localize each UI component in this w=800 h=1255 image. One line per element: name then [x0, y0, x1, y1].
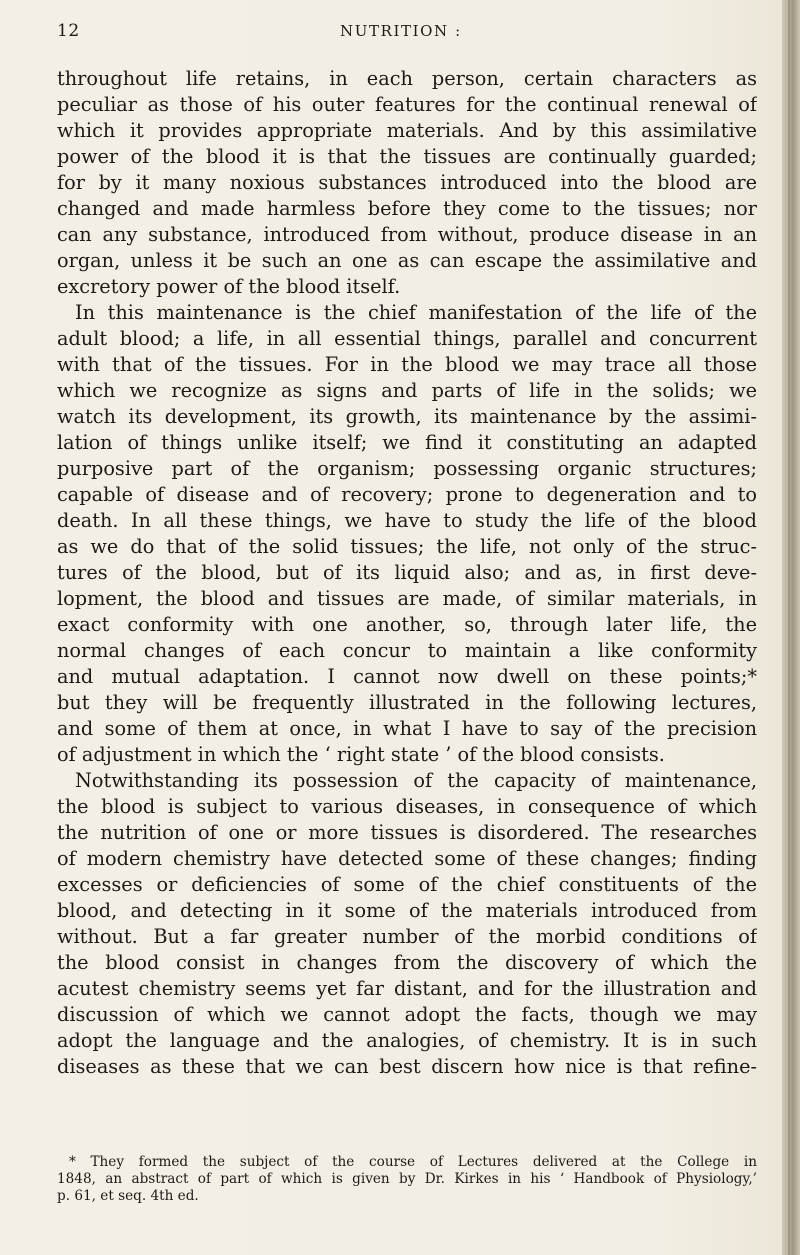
text-line: peculiar as those of his outer features for the continual renewal of	[57, 93, 757, 116]
text-line: but they will be frequently illustrated in the following lectures,	[57, 691, 757, 714]
text-line: with that of the tissues. For in the blood we may trace all those	[57, 353, 757, 376]
running-head: NUTRITION :	[340, 22, 462, 40]
body-text	[57, 66, 757, 1080]
footnote	[57, 1154, 757, 1205]
text-line: power of the blood it is that the tissues are continually guarded;	[57, 145, 757, 168]
footnote-line: 1848, an abstract of part of which is given by Dr. Kirkes in his ‘ Handbook of Physiology,’	[57, 1171, 757, 1187]
text-line: exact conformity with one another, so, through later life, the	[57, 613, 757, 636]
text-line: excesses or deficiencies of some of the chief constituents of the	[57, 873, 757, 896]
page-header	[0, 15, 782, 45]
text-line: In this maintenance is the chief manifestation of the life of the	[75, 301, 757, 324]
text-line: and mutual adaptation. I cannot now dwell on these points;*	[57, 665, 757, 688]
text-line: acutest chemistry seems yet far distant, and for the illustration and	[57, 977, 757, 1000]
text-line: changed and made harmless before they come to the tissues; nor	[57, 197, 757, 220]
text-line: throughout life retains, in each person, certain characters as	[57, 67, 757, 90]
text-line: tures of the blood, but of its liquid also; and as, in first deve-	[57, 561, 757, 584]
page-edge	[782, 0, 800, 1255]
text-line: lopment, the blood and tissues are made, of similar materials, in	[57, 587, 757, 610]
text-line: excretory power of the blood itself.	[57, 275, 401, 298]
text-line: diseases as these that we can best discern how nice is that refine-	[57, 1055, 757, 1078]
text-line: the nutrition of one or more tissues is disordered. The researches	[57, 821, 757, 844]
text-line: lation of things unlike itself; we find it constituting an adapted	[57, 431, 757, 454]
text-line: purposive part of the organism; possessing organic structures;	[57, 457, 757, 480]
text-line: and some of them at once, in what I have to say of the precision	[57, 717, 757, 740]
text-line: watch its development, its growth, its maintenance by the assimi-	[57, 405, 757, 428]
text-line: which it provides appropriate materials. And by this assimilative	[57, 119, 757, 142]
text-line: capable of disease and of recovery; prone to degeneration and to	[57, 483, 757, 506]
text-line: the blood is subject to various diseases, in consequence of which	[57, 795, 757, 818]
text-line: organ, unless it be such an one as can escape the assimilative and	[57, 249, 757, 272]
text-line: without. But a far greater number of the morbid conditions of	[57, 925, 757, 948]
footnote-line: p. 61, et seq. 4th ed.	[57, 1188, 199, 1204]
footnote-line: * They formed the subject of the course of Lectures delivered at the College in	[69, 1154, 757, 1170]
text-line: discussion of which we cannot adopt the facts, though we may	[57, 1003, 757, 1026]
text-line: adult blood; a life, in all essential things, parallel and concurrent	[57, 327, 757, 350]
text-line: of modern chemistry have detected some of these changes; finding	[57, 847, 757, 870]
text-line: blood, and detecting in it some of the materials introduced from	[57, 899, 757, 922]
text-line: for by it many noxious substances introduced into the blood are	[57, 171, 757, 194]
text-line: the blood consist in changes from the discovery of which the	[57, 951, 757, 974]
text-line: adopt the language and the analogies, of chemistry. It is in such	[57, 1029, 757, 1052]
text-line: as we do that of the solid tissues; the life, not only of the struc-	[57, 535, 757, 558]
text-line: of adjustment in which the ‘ right state ’ of the blood consists.	[57, 743, 665, 766]
page-number: 12	[57, 21, 80, 41]
text-line: which we recognize as signs and parts of life in the solids; we	[57, 379, 757, 402]
text-line: can any substance, introduced from without, produce disease in an	[57, 223, 757, 246]
text-line: death. In all these things, we have to study the life of the blood	[57, 509, 757, 532]
text-line: normal changes of each concur to maintain a like conformity	[57, 639, 757, 662]
text-line: Notwithstanding its possession of the capacity of maintenance,	[75, 769, 757, 792]
